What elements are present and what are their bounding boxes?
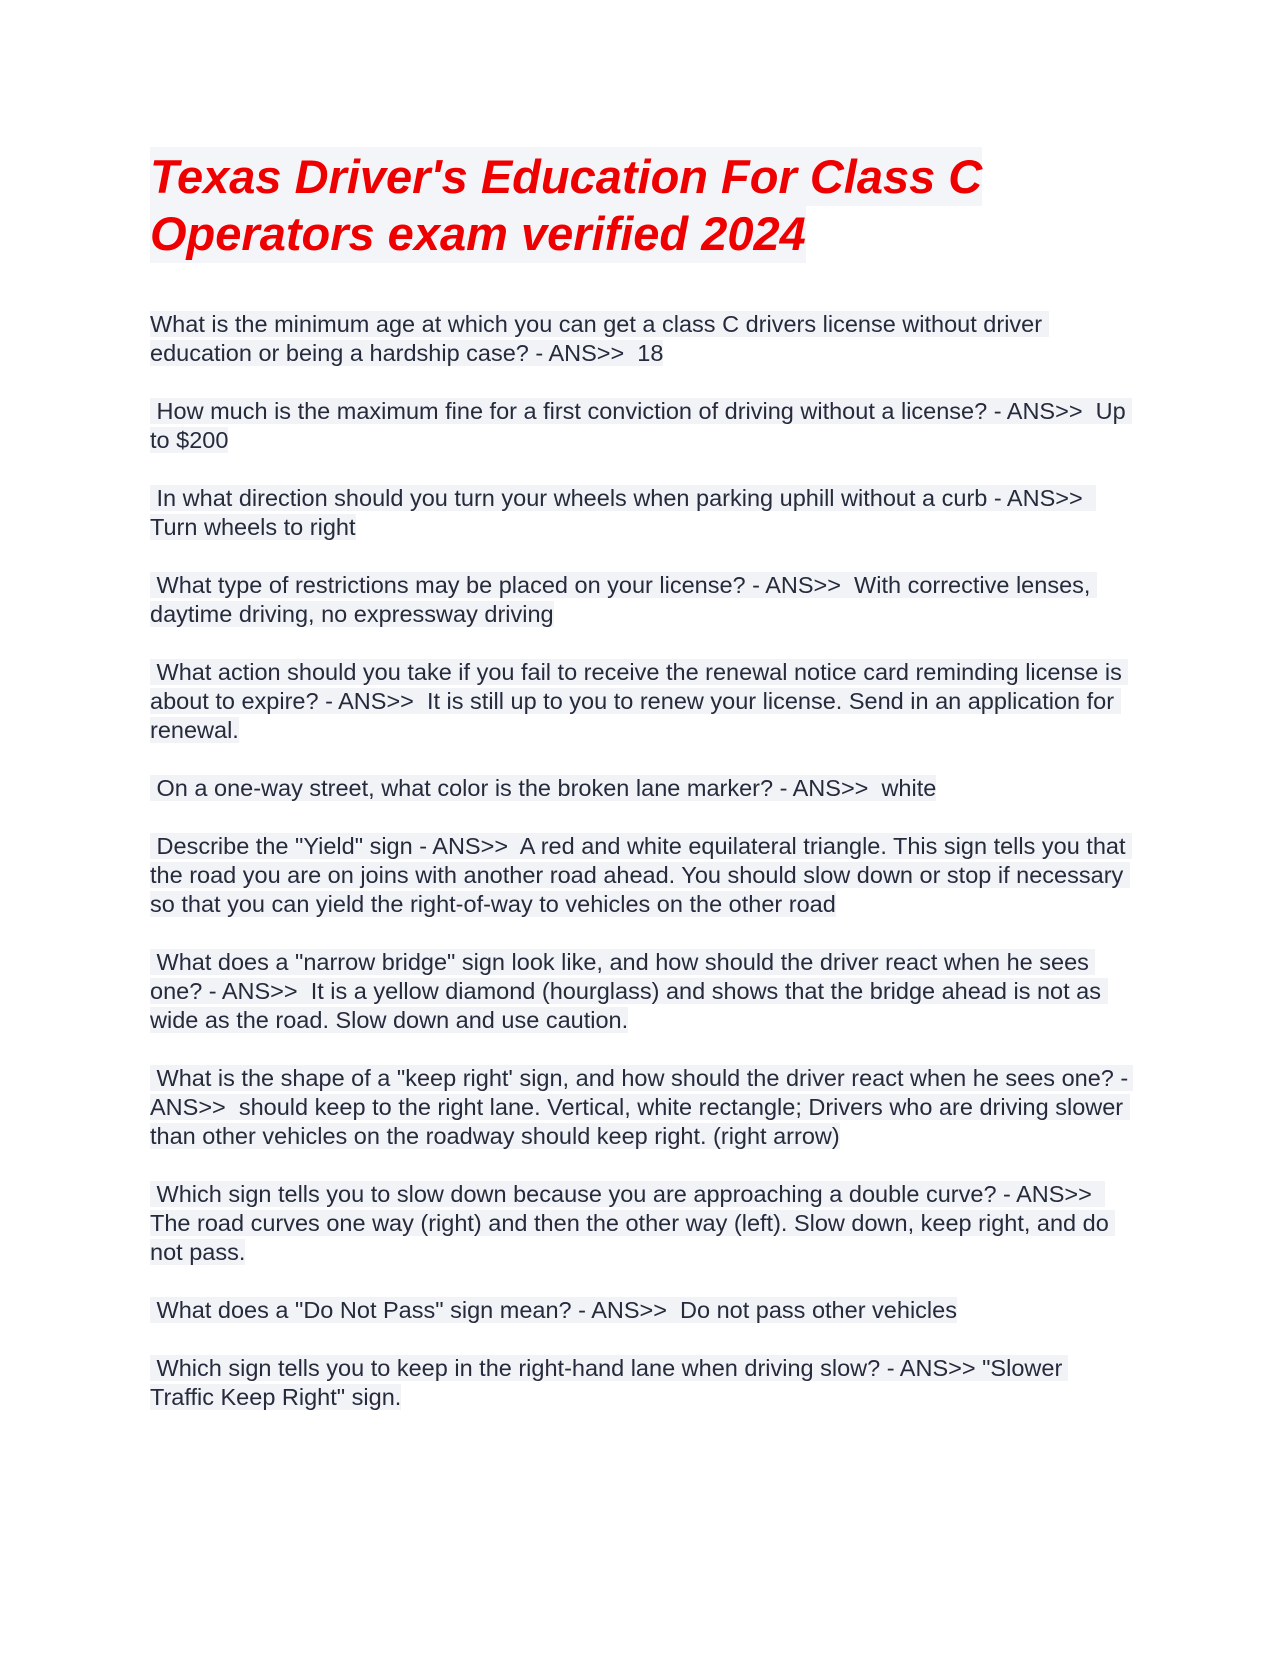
qa-item-text: Which sign tells you to keep in the right-hand lane when driving slow? - ANS>> "Slower Traffic Keep Right" sign. bbox=[150, 1355, 1069, 1410]
qa-item bbox=[150, 832, 1133, 919]
document-title-text: Texas Driver's Education For Class C Operators exam verified 2024 bbox=[150, 147, 982, 263]
document-title bbox=[150, 148, 1130, 262]
qa-item-text: What does a "narrow bridge" sign look like, and how should the driver react when he sees one? - ANS>> It is a yellow diamond (hourglass) and shows that the bridge ahead is not as wide as the road. Slow down and use caution. bbox=[150, 949, 1108, 1033]
qa-item-text: What is the shape of a "keep right' sign, and how should the driver react when he sees one? - ANS>> should keep to the right lane. Vertical, white rectangle; Drivers who are driving slower than other vehicles on the roadway should keep right. (right arrow) bbox=[150, 1065, 1134, 1149]
qa-item-text: In what direction should you turn your wheels when parking uphill without a curb - ANS>> Turn wheels to right bbox=[150, 485, 1096, 540]
qa-item-text: How much is the maximum fine for a first conviction of driving without a license? - ANS>> Up to $200 bbox=[150, 398, 1133, 453]
qa-item-text: What type of restrictions may be placed on your license? - ANS>> With corrective lenses, daytime driving, no expressway driving bbox=[150, 572, 1097, 627]
qa-item bbox=[150, 397, 1133, 455]
qa-item-text: What is the minimum age at which you can get a class C drivers license without driver education or being a hardship case? - ANS>> 18 bbox=[150, 311, 1049, 366]
qa-item bbox=[150, 1354, 1130, 1412]
qa-item-text: On a one-way street, what color is the broken lane marker? - ANS>> white bbox=[150, 775, 937, 801]
qa-item-text: What does a "Do Not Pass" sign mean? - ANS>> Do not pass other vehicles bbox=[150, 1297, 957, 1323]
qa-item-text: Describe the "Yield" sign - ANS>> A red and white equilateral triangle. This sign tells you that the road you are on joins with another road ahead. You should slow down or stop if necessary so that you can yield the right-of-way to vehicles on the other road bbox=[150, 833, 1133, 917]
qa-list bbox=[150, 310, 1134, 1441]
qa-item bbox=[150, 1296, 1130, 1325]
qa-item bbox=[150, 310, 1130, 368]
qa-item bbox=[150, 948, 1130, 1035]
qa-item bbox=[150, 571, 1130, 629]
qa-item bbox=[150, 484, 1130, 542]
qa-item bbox=[150, 658, 1130, 745]
qa-item bbox=[150, 1064, 1134, 1151]
qa-item-text: Which sign tells you to slow down because you are approaching a double curve? - ANS>> The road curves one way (right) and then the other way (left). Slow down, keep right, and do not pass. bbox=[150, 1181, 1116, 1265]
qa-item bbox=[150, 774, 1130, 803]
qa-item bbox=[150, 1180, 1130, 1267]
qa-item-text: What action should you take if you fail to receive the renewal notice card reminding license is about to expire? - ANS>> It is still up to you to renew your license. Send in an application for renewal. bbox=[150, 659, 1129, 743]
